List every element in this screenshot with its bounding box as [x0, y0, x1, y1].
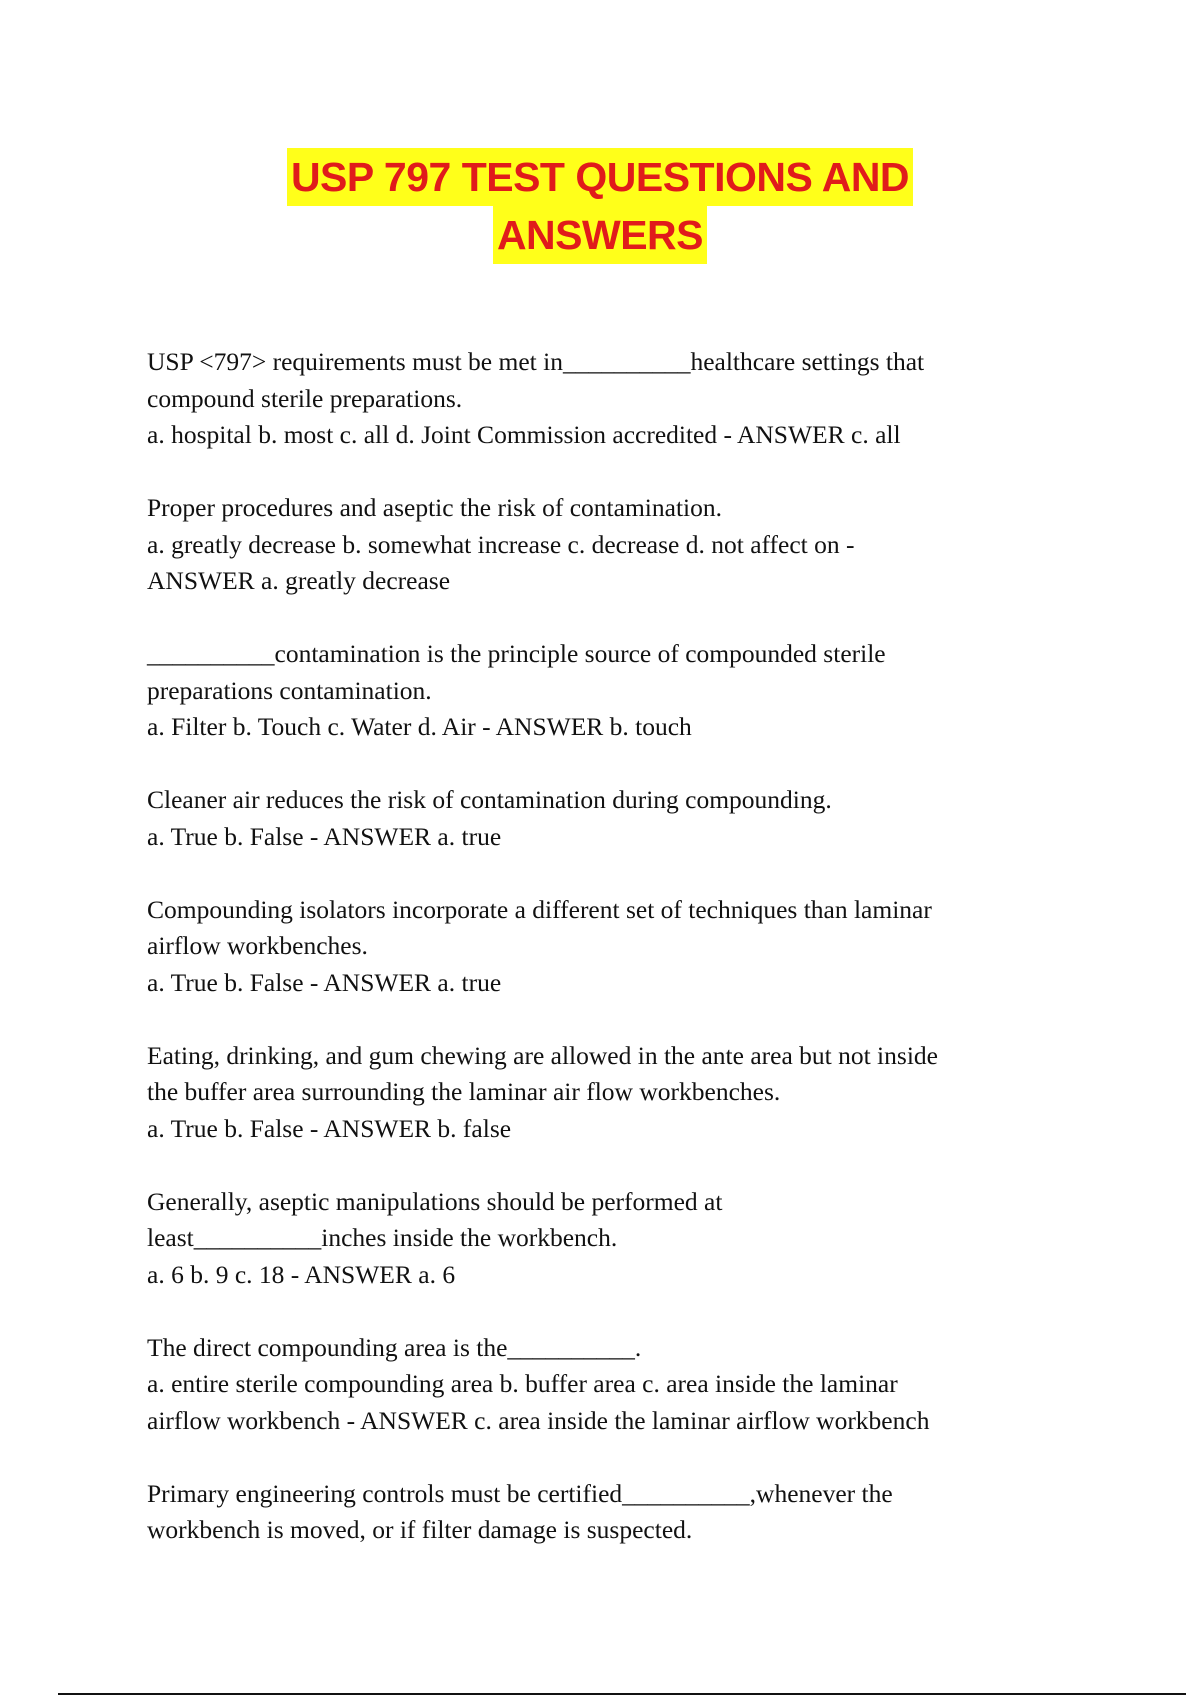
question-line: Eating, drinking, and gum chewing are allowed in the ante area but not inside: [147, 1040, 938, 1070]
question-line: workbench is moved, or if filter damage is suspected.: [147, 1515, 693, 1544]
question-item-9: [147, 1476, 1037, 1549]
question-line: __________contamination is the principle source of compounded sterile: [147, 639, 886, 668]
question-line: Proper procedures and aseptic the risk of contamination.: [147, 493, 722, 522]
question-line: airflow workbenches.: [147, 931, 368, 960]
answer-line: a. entire sterile compounding area b. buffer area c. area inside the laminar: [147, 1369, 898, 1398]
question-line: The direct compounding area is the__________.: [147, 1332, 642, 1362]
question-item-2: [147, 490, 1037, 600]
title-line-2: ANSWERS: [493, 206, 707, 264]
question-line: Generally, aseptic manipulations should be performed at: [147, 1186, 723, 1216]
question-item-5: [147, 892, 1037, 1002]
answer-line: ANSWER a. greatly decrease: [147, 566, 451, 595]
answer-line: airflow workbench - ANSWER c. area inside the laminar airflow workbench: [147, 1405, 930, 1435]
title-line-1: USP 797 TEST QUESTIONS AND: [287, 148, 913, 206]
answer-line: a. True b. False - ANSWER b. false: [147, 1113, 512, 1143]
question-line: least__________inches inside the workbench.: [147, 1223, 618, 1252]
question-item-4: [147, 782, 1037, 855]
question-item-8: [147, 1330, 1037, 1440]
question-line: Primary engineering controls must be certified__________,whenever the: [147, 1478, 893, 1508]
answer-line: a. 6 b. 9 c. 18 - ANSWER a. 6: [147, 1259, 456, 1289]
answer-line: a. greatly decrease b. somewhat increase c. decrease d. not affect on -: [147, 529, 855, 559]
question-line: Cleaner air reduces the risk of contamination during compounding.: [147, 785, 832, 814]
question-line: USP <797> requirements must be met in__________healthcare settings that: [147, 347, 925, 376]
question-item-1: [147, 344, 1037, 454]
question-list: [147, 344, 1037, 1585]
question-item-3: [147, 636, 1037, 746]
answer-line: a. hospital b. most c. all d. Joint Commission accredited - ANSWER c. all: [147, 420, 901, 449]
question-item-6: [147, 1038, 1037, 1148]
bottom-divider: [58, 1693, 1186, 1695]
answer-line: a. Filter b. Touch c. Water d. Air - ANSWER b. touch: [147, 712, 692, 741]
answer-line: a. True b. False - ANSWER a. true: [147, 821, 502, 851]
question-line: the buffer area surrounding the laminar air flow workbenches.: [147, 1077, 781, 1106]
document-title: [0, 148, 1200, 264]
answer-line: a. True b. False - ANSWER a. true: [147, 967, 502, 997]
question-item-7: [147, 1184, 1037, 1294]
question-line: preparations contamination.: [147, 675, 432, 705]
question-line: Compounding isolators incorporate a different set of techniques than laminar: [147, 894, 932, 924]
question-line: compound sterile preparations.: [147, 383, 463, 413]
